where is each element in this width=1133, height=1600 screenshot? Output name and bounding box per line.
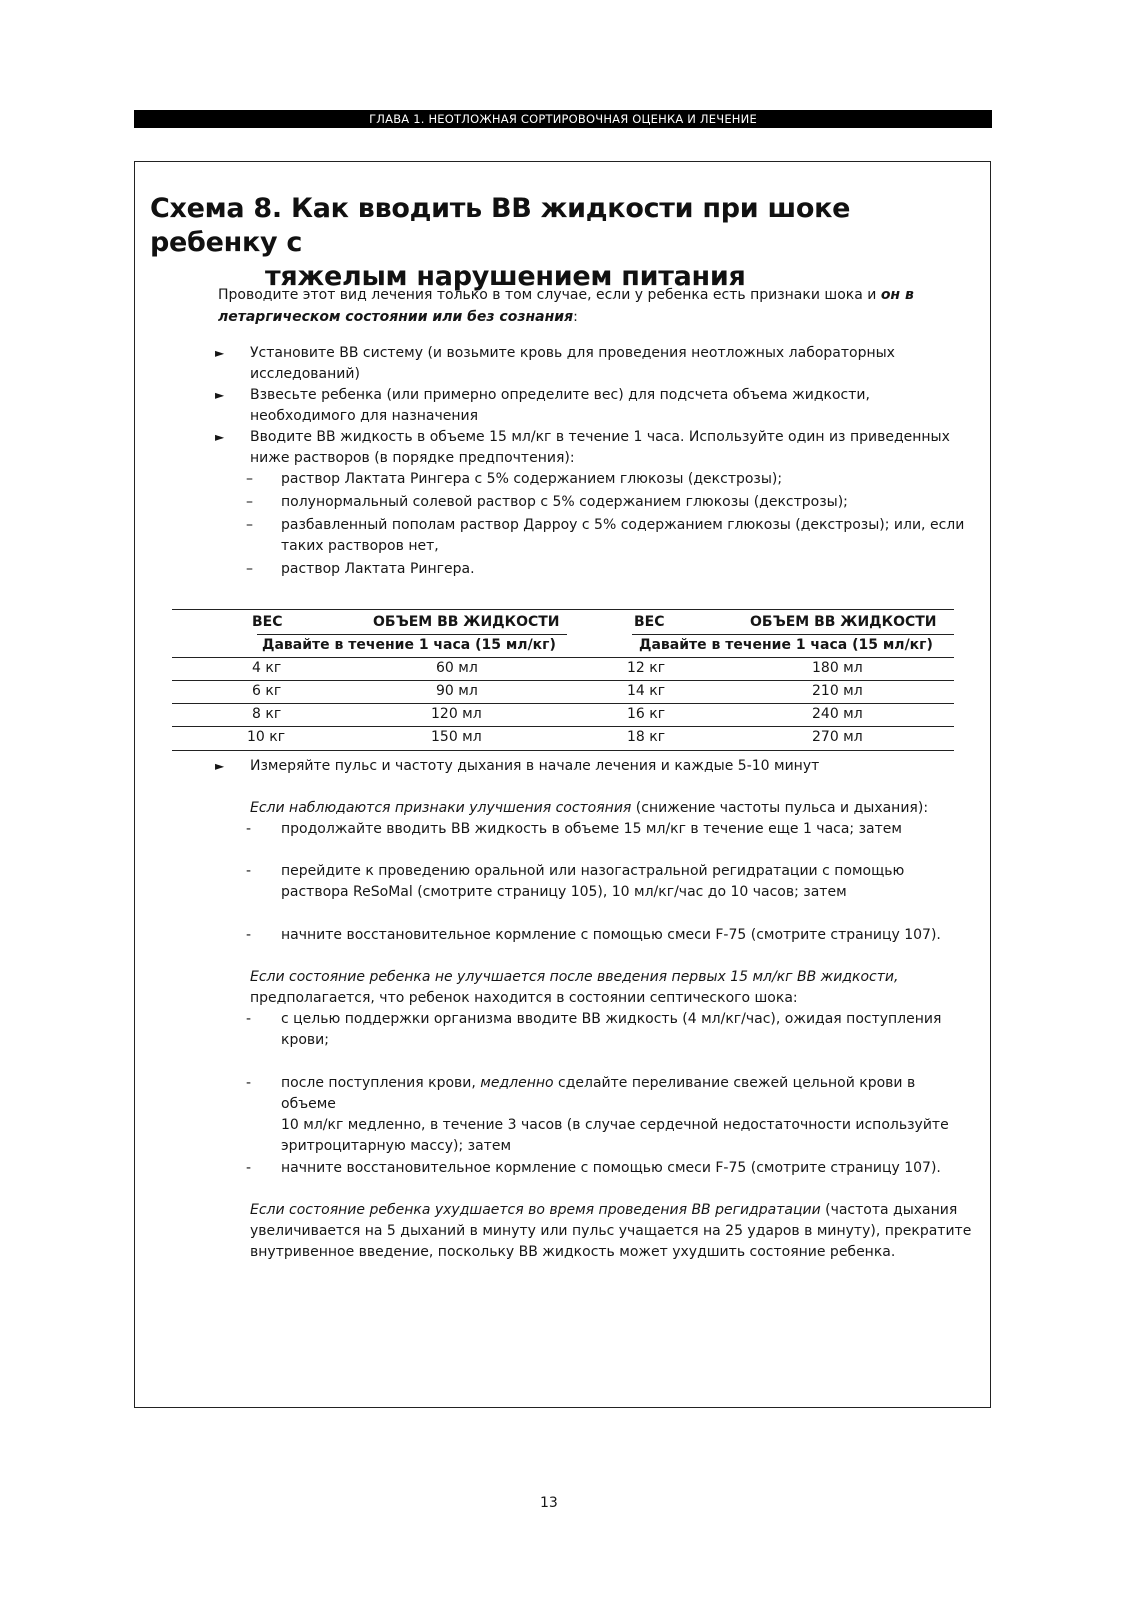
cell-weight: 12 кг: [627, 660, 666, 676]
improve-item: продолжайте вводить ВВ жидкость в объеме 15 мл/кг в течение еще 1 часа; затем: [281, 821, 902, 837]
cell-volume: 180 мл: [812, 660, 863, 676]
solution-item: разбавленный пополам раствор Дарроу с 5% содержанием глюкозы (декстрозы); или, если: [281, 517, 965, 533]
intro-emphasis-1: он в: [880, 287, 914, 303]
dash-marker: –: [246, 517, 253, 533]
solution-item: полунормальный солевой раствор с 5% содержанием глюкозы (декстрозы);: [281, 494, 848, 510]
table-row: [172, 680, 954, 703]
improve-item: начните восстановительное кормление с помощью смеси F-75 (смотрите страницу 107).: [281, 927, 941, 943]
worsen-italic: Если состояние ребенка ухудшается во время проведения ВВ регидратации: [250, 1202, 821, 1218]
arrow-bullet-icon: ►: [215, 346, 225, 360]
chapter-header: ГЛАВА 1. НЕОТЛОЖНАЯ СОРТИРОВОЧНАЯ ОЦЕНКА И ЛЕЧЕНИЕ: [134, 110, 992, 128]
bullet-line: необходимого для назначения: [250, 408, 479, 424]
arrow-bullet-icon: ►: [215, 388, 225, 402]
worsen-rest: (частота дыхания: [820, 1202, 958, 1218]
intro-colon: :: [573, 309, 578, 325]
intro-text: Проводите этот вид лечения только в том случае, если у ребенка есть признаки шока и: [218, 287, 877, 303]
col-subheader: Давайте в течение 1 часа (15 мл/кг): [262, 637, 556, 653]
solution-item: раствор Лактата Рингера.: [281, 561, 475, 577]
cell-weight: 16 кг: [627, 706, 666, 722]
title-line-1: Схема 8. Как вводить ВВ жидкости при шоке ребенку с: [150, 193, 851, 258]
title-line-2: тяжелым нарушением питания: [265, 261, 746, 292]
improve-heading-rest: (снижение частоты пульса и дыхания):: [631, 800, 929, 816]
page-number: 13: [540, 1495, 558, 1511]
table-rule: [172, 750, 954, 751]
bullet-line: Установите ВВ систему (и возьмите кровь для проведения неотложных лабораторных: [250, 345, 895, 361]
col-header-weight: ВЕС: [634, 614, 665, 630]
worsen-line: внутривенное введение, поскольку ВВ жидкость может ухудшить состояние ребенка.: [250, 1244, 896, 1260]
dash-marker: –: [246, 494, 253, 510]
dash-marker: -: [246, 927, 252, 943]
arrow-bullet-icon: ►: [215, 759, 225, 773]
item-italic: медленно: [480, 1075, 554, 1091]
cell-weight: 14 кг: [627, 683, 666, 699]
cell-volume: 120 мл: [431, 706, 482, 722]
improve-item: [281, 861, 971, 903]
item-text: после поступления крови,: [281, 1075, 481, 1091]
table-rule: [172, 609, 954, 610]
cell-volume: 90 мл: [436, 683, 478, 699]
table-row: [172, 726, 954, 749]
item-line: 10 мл/кг медленно, в течение 3 часов (в случае сердечной недостаточности используйте: [281, 1117, 949, 1133]
noimprove-item: начните восстановительное кормление с помощью смеси F-75 (смотрите страницу 107).: [281, 1160, 941, 1176]
col-subheader: Давайте в течение 1 часа (15 мл/кг): [639, 637, 933, 653]
table-row: [172, 657, 954, 680]
bullet-line: ниже растворов (в порядке предпочтения):: [250, 450, 575, 466]
bullet-line: Взвесьте ребенка (или примерно определите вес) для подсчета объема жидкости,: [250, 387, 870, 403]
col-header-volume: ОБЪЕМ ВВ ЖИДКОСТИ: [750, 614, 937, 630]
worsen-line: увеличивается на 5 дыханий в минуту или пульс учащается на 25 ударов в минуту), прекратите: [250, 1223, 972, 1239]
bullet-item: [250, 385, 970, 427]
dash-marker: -: [246, 1011, 252, 1027]
solution-item: раствор Лактата Рингера с 5% содержанием глюкозы (декстрозы);: [281, 471, 783, 487]
dash-marker: -: [246, 821, 252, 837]
item-line: эритроцитарную массу); затем: [281, 1138, 512, 1154]
dash-marker: -: [246, 1075, 252, 1091]
item-text: сделайте переливание свежей цельной крови в объеме: [281, 1075, 916, 1112]
table-subheader-row: [172, 634, 954, 657]
dash-marker: –: [246, 561, 253, 577]
item-line: с целью поддержки организма вводите ВВ жидкость (4 мл/кг/час), ожидая поступления: [281, 1011, 942, 1027]
noimprove-item: [281, 1009, 971, 1051]
arrow-bullet-icon: ►: [215, 430, 225, 444]
cell-weight: 10 кг: [247, 729, 286, 745]
intro-emphasis-2: летаргическом состоянии или без сознания: [218, 309, 574, 325]
worsen-paragraph: [250, 1200, 980, 1263]
improve-heading: [250, 798, 970, 819]
cell-volume: 150 мл: [431, 729, 482, 745]
cell-weight: 8 кг: [252, 706, 282, 722]
item-line: раствора ReSoMal (смотрите страницу 105), 10 мл/кг/час до 10 часов; затем: [281, 884, 847, 900]
item-line: перейдите к проведению оральной или назогастральной регидратации с помощью: [281, 863, 905, 879]
improve-heading-italic: Если наблюдаются признаки улучшения состояния: [250, 800, 632, 816]
bullet-line: исследований): [250, 366, 360, 382]
noimprove-item: [281, 1073, 971, 1157]
cell-volume: 240 мл: [812, 706, 863, 722]
cell-weight: 6 кг: [252, 683, 282, 699]
dash-marker: –: [246, 471, 253, 487]
cell-weight: 4 кг: [252, 660, 282, 676]
col-header-weight: ВЕС: [252, 614, 283, 630]
noimprove-heading-italic: Если состояние ребенка не улучшается после введения первых 15 мл/кг ВВ жидкости,: [250, 969, 899, 985]
page-title: [150, 192, 950, 294]
intro-paragraph: [218, 284, 958, 328]
col-header-volume: ОБЪЕМ ВВ ЖИДКОСТИ: [373, 614, 560, 630]
cell-weight: 18 кг: [627, 729, 666, 745]
noimprove-heading-line2: предполагается, что ребенок находится в состоянии септического шока:: [250, 990, 798, 1006]
table-row: [172, 703, 954, 726]
cell-volume: 60 мл: [436, 660, 478, 676]
cell-volume: 210 мл: [812, 683, 863, 699]
cell-volume: 270 мл: [812, 729, 863, 745]
dash-marker: -: [246, 863, 252, 879]
monitor-instruction: Измеряйте пульс и частоту дыхания в начале лечения и каждые 5-10 минут: [250, 758, 820, 774]
bullet-line: Вводите ВВ жидкость в объеме 15 мл/кг в течение 1 часа. Используйте один из приведенных: [250, 429, 950, 445]
table-header-row: [172, 611, 954, 634]
dash-marker: -: [246, 1160, 252, 1176]
solution-item-cont: таких растворов нет,: [281, 538, 439, 554]
bullet-item: [250, 343, 970, 385]
bullet-item: [250, 427, 970, 469]
noimprove-heading: [250, 967, 970, 1009]
item-line: крови;: [281, 1032, 329, 1048]
